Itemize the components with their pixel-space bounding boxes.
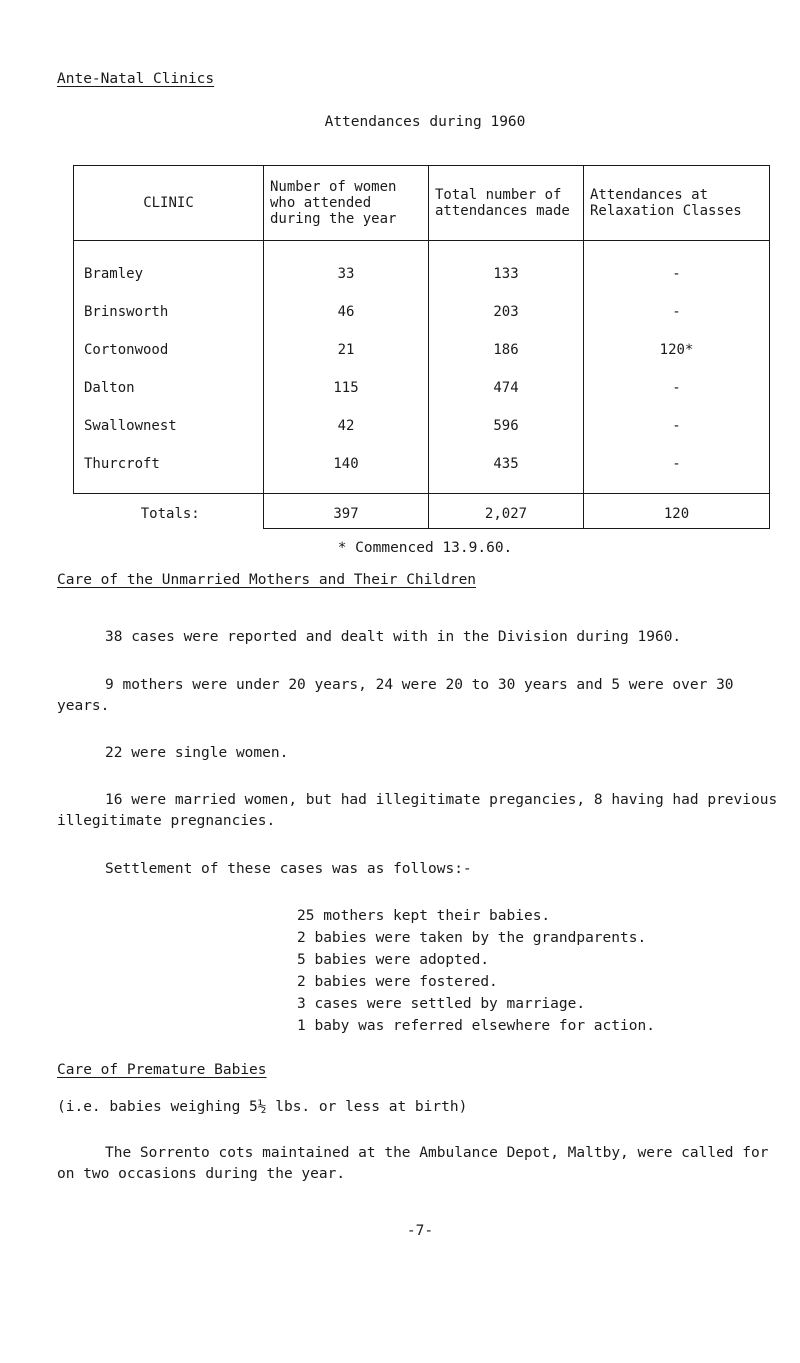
list-item: 3 cases were settled by marriage. [297, 996, 586, 1012]
column-header-clinic: CLINIC [74, 166, 264, 241]
attendance-count: 186 [429, 331, 584, 369]
paragraph-married: 16 were married women, but had illegitimate pregancies, 8 having had previous illegitimate pregnancies. [57, 792, 778, 829]
attendance-count: 596 [429, 407, 584, 445]
women-count: 140 [264, 445, 429, 494]
paragraph-sorrento-cots: The Sorrento cots maintained at the Ambulance Depot, Maltby, were called for on two occasions during the year. [57, 1145, 769, 1182]
total-relaxation: 120 [584, 494, 770, 529]
clinic-name: Cortonwood [74, 331, 264, 369]
table-header-row [74, 166, 770, 241]
column-header-women: Number of women who attended during the year [264, 166, 429, 241]
relaxation-count: - [584, 407, 770, 445]
table-caption: Attendances during 1960 [324, 114, 526, 130]
list-item: 1 baby was referred elsewhere for action. [297, 1018, 655, 1034]
table-row [74, 331, 770, 369]
attendance-count: 474 [429, 369, 584, 407]
list-item: 25 mothers kept their babies. [297, 908, 551, 924]
women-count: 21 [264, 331, 429, 369]
clinic-name: Bramley [74, 241, 264, 294]
clinic-name: Brinsworth [74, 293, 264, 331]
section-heading-antenatal: Ante-Natal Clinics [57, 71, 215, 87]
women-count: 115 [264, 369, 429, 407]
table-row [74, 445, 770, 494]
total-attendances: 2,027 [429, 494, 584, 529]
list-item: 2 babies were taken by the grandparents. [297, 930, 647, 946]
list-item: 2 babies were fostered. [297, 974, 498, 990]
attendance-count: 133 [429, 241, 584, 294]
table-row [74, 241, 770, 294]
paragraph-settlement-intro: Settlement of these cases was as follows:- [105, 861, 472, 877]
table-footnote: * Commenced 13.9.60. [337, 540, 513, 556]
clinic-name: Thurcroft [74, 445, 264, 494]
table-row [74, 369, 770, 407]
paragraph-ages: 9 mothers were under 20 years, 24 were 20 to 30 years and 5 were over 30 years. [57, 677, 734, 714]
paragraph-single: 22 were single women. [105, 745, 289, 761]
attendance-count: 203 [429, 293, 584, 331]
women-count: 42 [264, 407, 429, 445]
section-heading-unmarried: Care of the Unmarried Mothers and Their Children [57, 572, 477, 588]
page-number: -7- [406, 1223, 434, 1239]
premature-definition: (i.e. babies weighing 5½ lbs. or less at birth) [57, 1099, 468, 1115]
clinic-name: Swallownest [74, 407, 264, 445]
section-heading-premature: Care of Premature Babies [57, 1062, 267, 1078]
women-count: 33 [264, 241, 429, 294]
totals-row [74, 494, 770, 529]
list-item: 5 babies were adopted. [297, 952, 490, 968]
relaxation-count: 120* [584, 331, 770, 369]
attendance-table [73, 165, 770, 529]
settlement-list [297, 905, 655, 1037]
relaxation-count: - [584, 445, 770, 494]
total-women: 397 [264, 494, 429, 529]
column-header-relaxation: Attendances at Relaxation Classes [584, 166, 770, 241]
attendance-count: 435 [429, 445, 584, 494]
totals-label: Totals: [74, 494, 264, 529]
relaxation-count: - [584, 369, 770, 407]
clinic-name: Dalton [74, 369, 264, 407]
paragraph-cases: 38 cases were reported and dealt with in the Division during 1960. [105, 629, 682, 645]
table-row [74, 293, 770, 331]
relaxation-count: - [584, 293, 770, 331]
relaxation-count: - [584, 241, 770, 294]
women-count: 46 [264, 293, 429, 331]
table-row [74, 407, 770, 445]
column-header-attendances: Total number of attendances made [429, 166, 584, 241]
